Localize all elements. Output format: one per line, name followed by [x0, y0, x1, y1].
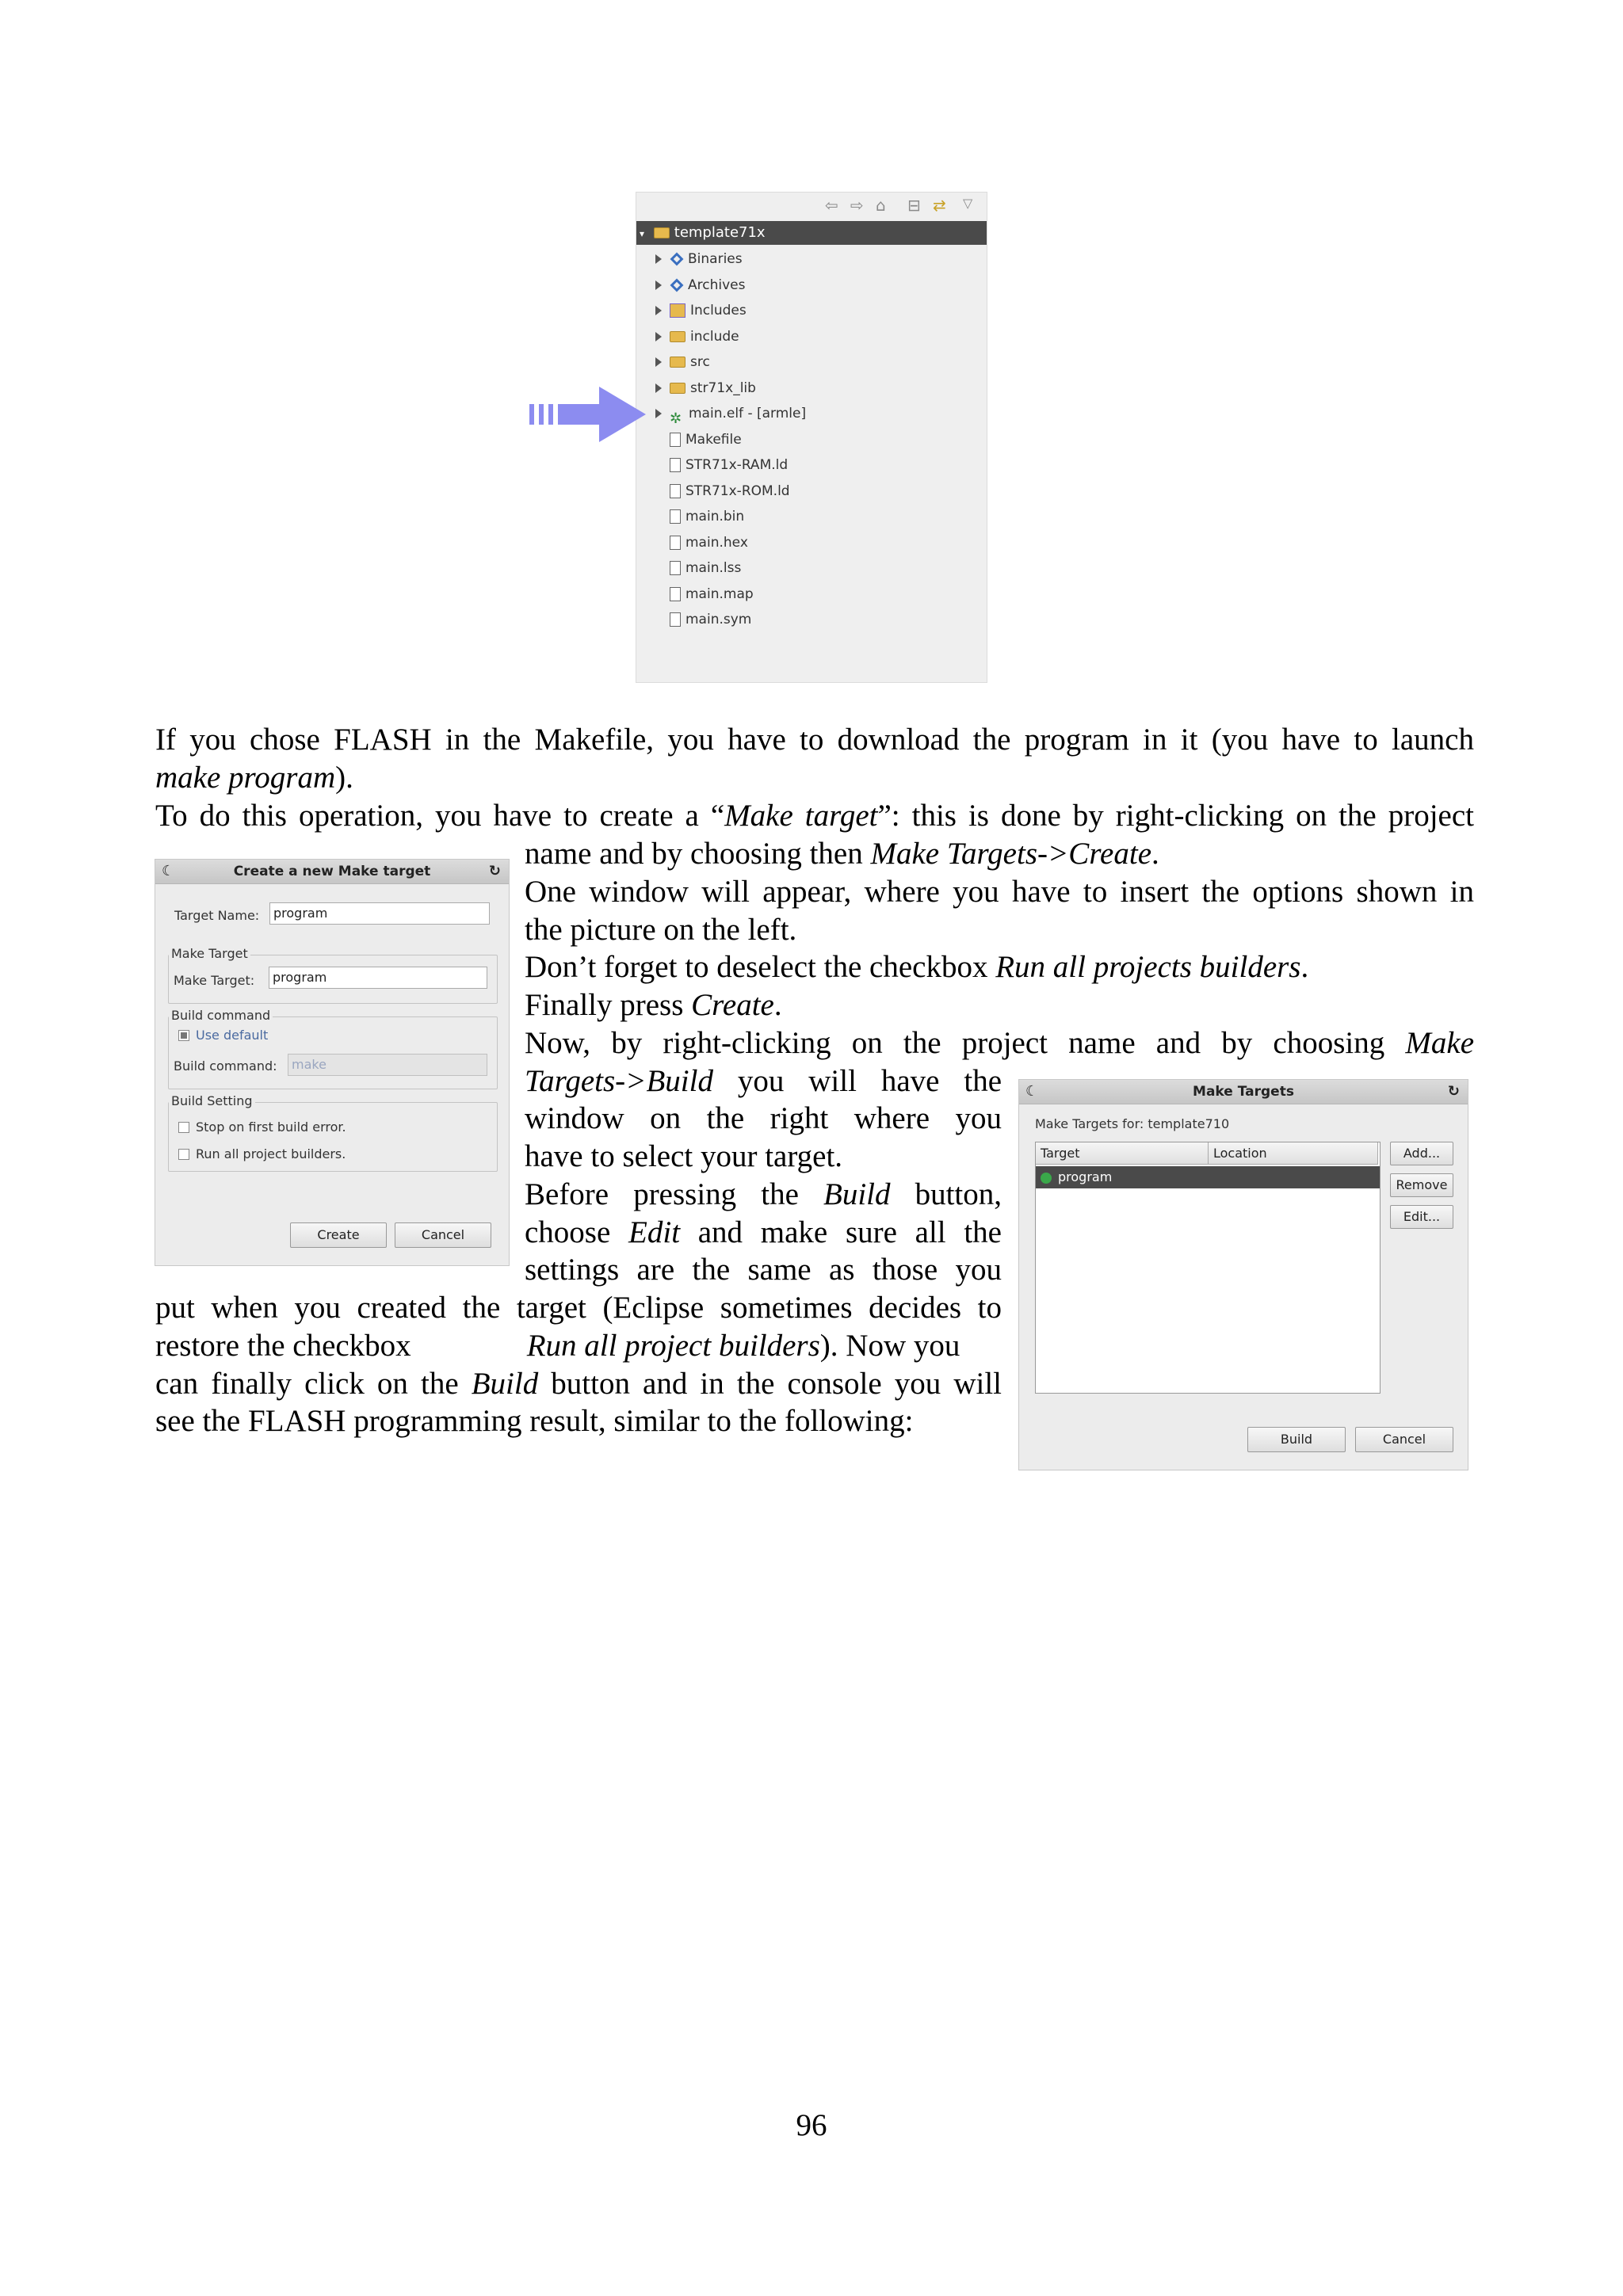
- tree-item-label: Includes: [690, 303, 747, 318]
- dialog-titlebar: [1019, 1080, 1468, 1104]
- add-button[interactable]: Add...: [1390, 1142, 1453, 1165]
- project-icon: [654, 227, 670, 238]
- expand-icon[interactable]: [655, 306, 662, 315]
- folder-icon: [670, 383, 685, 394]
- paragraph-3-line-2: the picture on the left.: [525, 913, 797, 947]
- tree-item[interactable]: [655, 349, 710, 375]
- target-icon: [1041, 1173, 1052, 1184]
- file-icon: [670, 509, 681, 524]
- tree-item-label: STR71x-RAM.ld: [685, 457, 789, 473]
- tree-item-label: main.sym: [685, 612, 752, 627]
- tree-item[interactable]: [655, 530, 748, 555]
- tree-item[interactable]: [655, 479, 790, 504]
- paragraph-7-line-7: see the FLASH programming result, similar to the following:: [155, 1404, 914, 1438]
- cancel-button[interactable]: Cancel: [395, 1222, 491, 1248]
- make-target-group-title: Make Target: [169, 946, 250, 961]
- build-button[interactable]: Build: [1247, 1427, 1346, 1452]
- tree-item[interactable]: [655, 582, 754, 607]
- tree-item-label: STR71x-ROM.ld: [685, 482, 790, 499]
- view-menu-icon[interactable]: ▽: [963, 196, 973, 211]
- tree-item-label: src: [690, 354, 710, 370]
- tree-item[interactable]: [655, 555, 741, 581]
- run-all-builders-label: Run all project builders.: [196, 1146, 346, 1161]
- tree-item-label: main.elf - [armle]: [689, 406, 807, 421]
- tree-item-label: main.lss: [685, 560, 742, 576]
- make-target-group: [168, 946, 498, 1004]
- forward-icon[interactable]: ⇨: [850, 196, 864, 215]
- tree-item-label: include: [690, 328, 739, 345]
- make-target-input[interactable]: program: [269, 967, 487, 989]
- paragraph-7-line-2: choose Edit and make sure all the: [525, 1215, 1002, 1249]
- paragraph-5: Finally press Create.: [525, 988, 782, 1022]
- stop-on-error-label: Stop on first build error.: [196, 1119, 346, 1135]
- paragraph-2-line-1: To do this operation, you have to create a “Make target”: this is done by right-clicking on the project: [155, 799, 1474, 833]
- make-targets-dialog: [1018, 1079, 1468, 1470]
- tree-item[interactable]: [655, 246, 743, 272]
- project-explorer-screenshot: [636, 192, 987, 683]
- build-setting-group-title: Build Setting: [169, 1093, 255, 1108]
- edit-button[interactable]: Edit...: [1390, 1205, 1453, 1229]
- refresh-icon[interactable]: ↻: [488, 863, 501, 879]
- paragraph-2-line-2: name and by choosing then Make Targets->Create.: [525, 837, 1159, 871]
- refresh-icon[interactable]: ↻: [1447, 1083, 1460, 1100]
- eclipse-icon: ☾: [162, 863, 175, 879]
- tree-item[interactable]: [655, 324, 739, 349]
- expand-icon[interactable]: [655, 280, 662, 290]
- executable-icon: ✲: [670, 410, 682, 427]
- build-command-input: make: [288, 1054, 487, 1076]
- remove-button[interactable]: Remove: [1390, 1173, 1453, 1197]
- eclipse-icon: ☾: [1025, 1083, 1039, 1100]
- build-setting-group: [168, 1093, 498, 1172]
- tree-item[interactable]: [655, 504, 744, 529]
- use-default-checkbox[interactable]: [178, 1030, 189, 1041]
- paragraph-1-line-1: If you chose FLASH in the Makefile, you have to download the program in it (you have to launch: [155, 723, 1474, 757]
- file-icon: [670, 612, 681, 627]
- target-name-input[interactable]: program: [269, 902, 490, 925]
- expand-icon[interactable]: [655, 409, 662, 418]
- paragraph-6-line-4: have to select your target.: [525, 1139, 843, 1173]
- tree-root[interactable]: [636, 221, 987, 245]
- dialog-title: Create a new Make target: [233, 864, 431, 879]
- archives-icon: [670, 278, 684, 292]
- link-editor-icon[interactable]: ⇄: [933, 196, 946, 215]
- tree-item-label: Makefile: [685, 431, 742, 448]
- collapse-all-icon[interactable]: ⊟: [907, 196, 921, 215]
- tree-item-label: Binaries: [688, 251, 743, 267]
- paragraph-6-line-1: Now, by right-clicking on the project name and by choosing Make: [525, 1026, 1474, 1060]
- dialog-title: Make Targets: [1193, 1084, 1294, 1100]
- tree-item-label: str71x_lib: [690, 379, 756, 396]
- tree-item[interactable]: [655, 427, 742, 452]
- target-name-label: Target Name:: [174, 908, 260, 923]
- paragraph-7-line-3: settings are the same as those you: [525, 1253, 1002, 1287]
- tree-item[interactable]: [655, 401, 806, 426]
- paragraph-6-line-2: Targets->Build you will have the: [525, 1064, 1002, 1098]
- expand-icon[interactable]: [655, 332, 662, 341]
- tree-item[interactable]: [655, 298, 747, 323]
- column-target[interactable]: Target: [1036, 1142, 1209, 1165]
- up-icon[interactable]: ⌂: [876, 196, 886, 215]
- tree-item-label: Archives: [688, 277, 746, 293]
- file-icon: [670, 587, 681, 601]
- collapse-icon[interactable]: ▾: [640, 228, 645, 239]
- makefile-icon: [670, 433, 681, 447]
- tree-item-label: main.map: [685, 585, 754, 602]
- run-all-builders-checkbox[interactable]: [178, 1149, 189, 1160]
- page-number: 96: [796, 2108, 827, 2142]
- binaries-icon: [670, 253, 684, 266]
- build-command-group: [168, 1008, 498, 1089]
- paragraph-7-line-5: restore the checkbox Run all project builders). Now you: [155, 1329, 960, 1363]
- cancel-button[interactable]: Cancel: [1355, 1427, 1453, 1452]
- tree-item[interactable]: [655, 452, 788, 478]
- paragraph-1-line-2: make program).: [155, 761, 353, 795]
- tree-item[interactable]: [655, 376, 756, 401]
- row-target: program: [1058, 1169, 1113, 1184]
- file-icon: [670, 536, 681, 550]
- dialog-titlebar: [155, 860, 509, 884]
- paragraph-7-line-6: can finally click on the Build button and in the console you will: [155, 1367, 1002, 1401]
- paragraph-6-line-3: window on the right where you: [525, 1101, 1002, 1135]
- file-icon: [670, 561, 681, 575]
- tree-item-label: main.bin: [685, 509, 745, 524]
- tree-item[interactable]: [655, 273, 745, 298]
- expand-icon[interactable]: [655, 357, 662, 367]
- stop-on-error-checkbox[interactable]: [178, 1122, 189, 1133]
- expand-icon[interactable]: [655, 254, 662, 264]
- build-command-label: Build command:: [174, 1058, 277, 1074]
- back-icon[interactable]: ⇦: [825, 196, 838, 215]
- make-target-label: Make Target:: [174, 973, 255, 988]
- paragraph-4: Don’t forget to deselect the checkbox Run all projects builders.: [525, 950, 1309, 984]
- file-icon: [670, 484, 681, 498]
- tree-root-label: template71x: [674, 224, 766, 241]
- paragraph-7-line-4: put when you created the target (Eclipse sometimes decides to: [155, 1291, 1002, 1325]
- table-row[interactable]: [1036, 1166, 1380, 1188]
- expand-icon[interactable]: [655, 383, 662, 393]
- targets-table[interactable]: [1035, 1142, 1381, 1394]
- build-command-group-title: Build command: [169, 1008, 273, 1023]
- file-icon: [670, 458, 681, 472]
- explorer-toolbar: [636, 193, 987, 216]
- column-location[interactable]: Location: [1209, 1142, 1378, 1165]
- use-default-label: Use default: [196, 1028, 269, 1043]
- includes-icon: [670, 303, 685, 318]
- create-make-target-dialog: [155, 859, 510, 1266]
- folder-icon: [670, 331, 685, 342]
- pointer-arrow-icon: [527, 387, 646, 442]
- tree-item[interactable]: [655, 607, 751, 632]
- paragraph-7-line-1: Before pressing the Build button,: [525, 1177, 1002, 1211]
- create-button[interactable]: Create: [290, 1222, 387, 1248]
- tree-item-label: main.hex: [685, 534, 748, 551]
- folder-icon: [670, 357, 685, 368]
- paragraph-3-line-1: One window will appear, where you have to insert the options shown in: [525, 875, 1474, 909]
- targets-for-label: Make Targets for: template710: [1035, 1116, 1230, 1131]
